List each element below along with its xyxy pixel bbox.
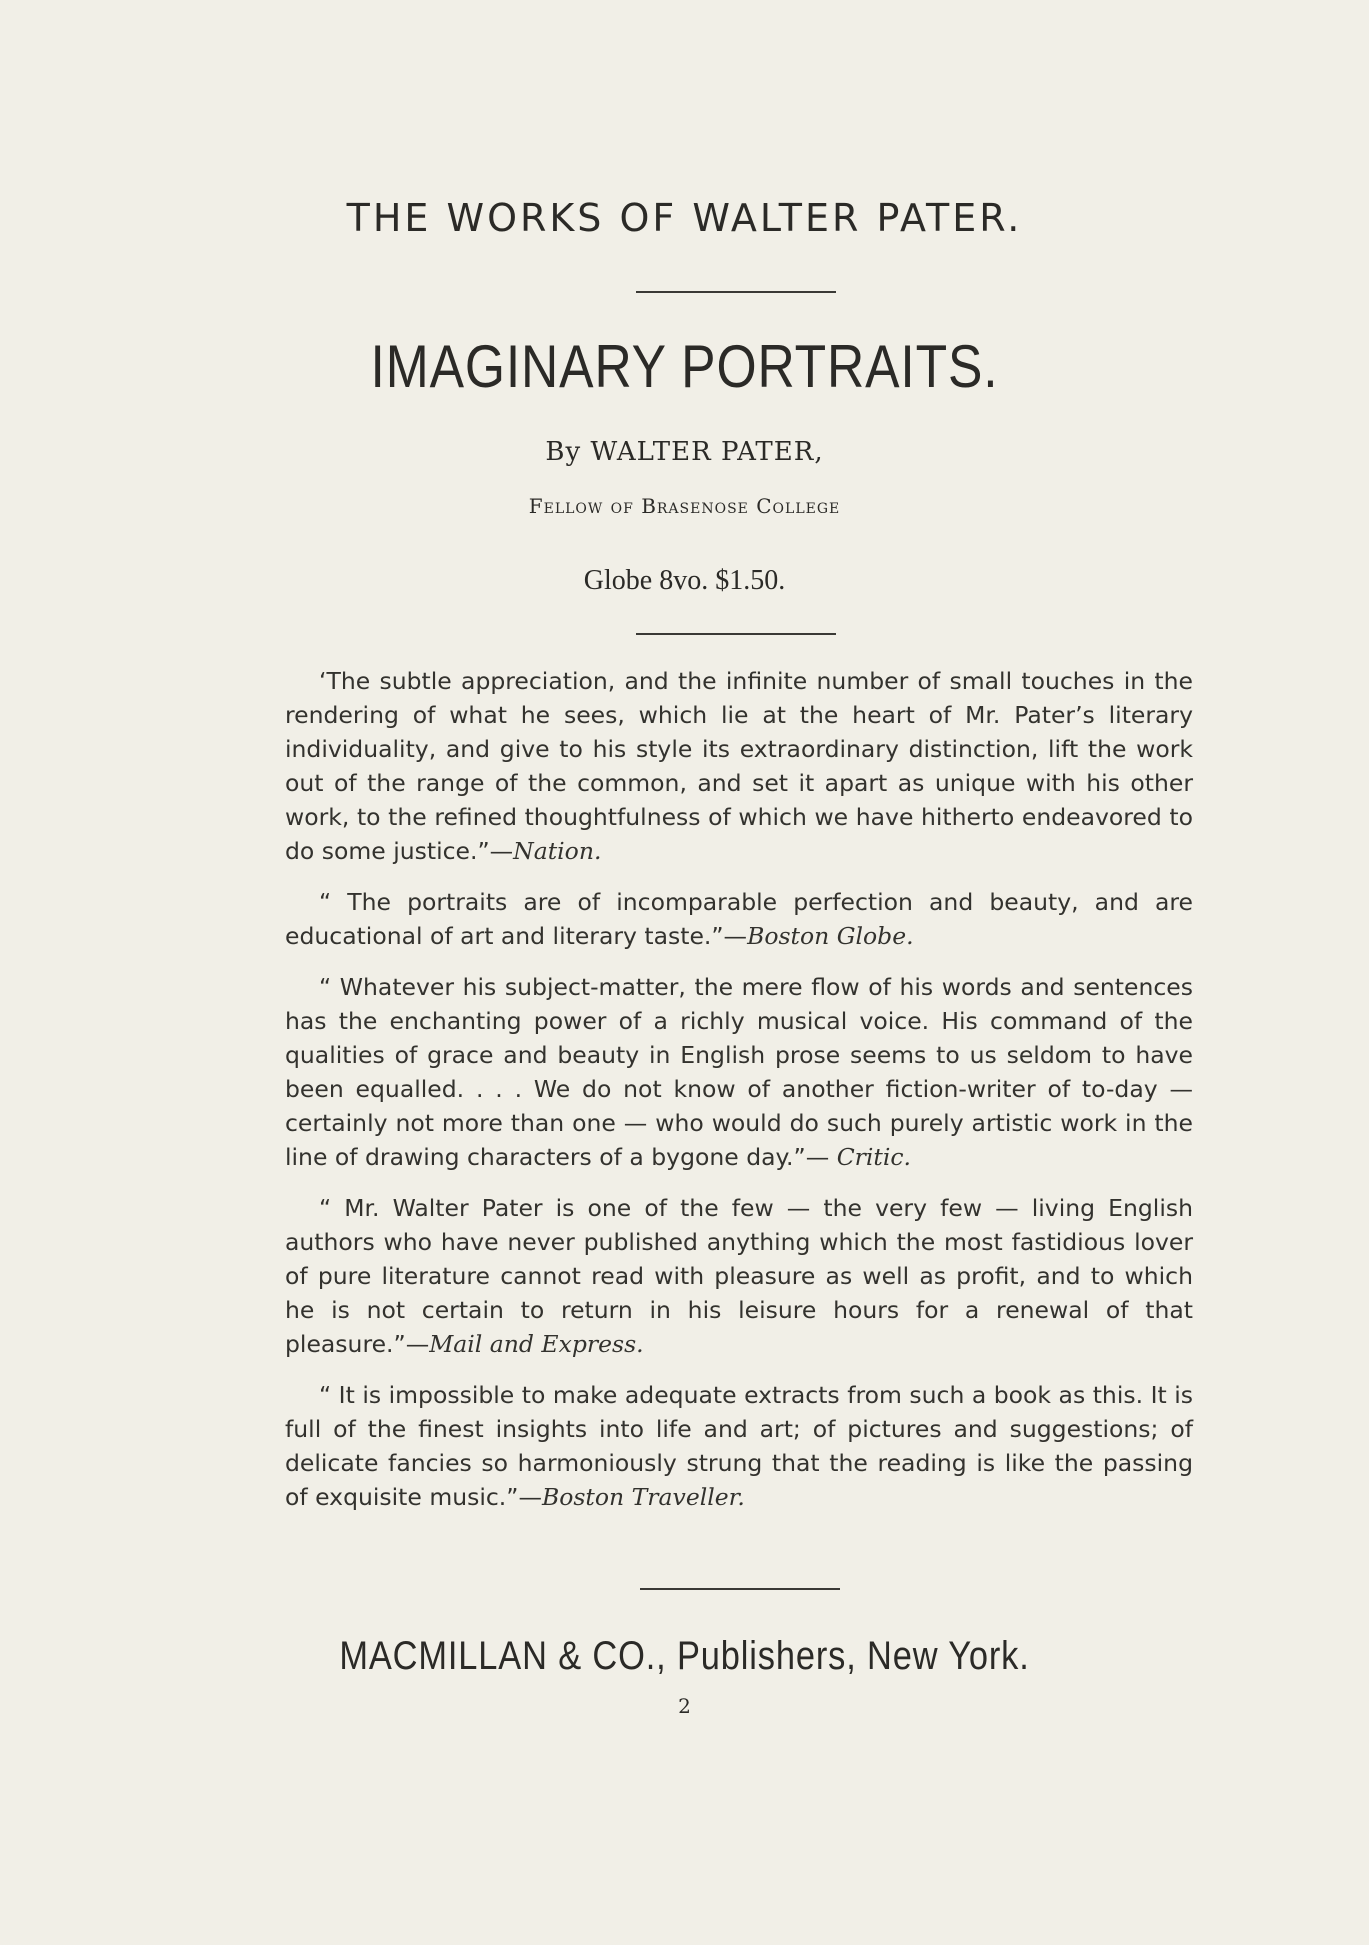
review-quote [285,664,1193,868]
title-divider [636,291,836,293]
review-source: Boston Globe. [747,922,914,950]
review-quote [285,1378,1193,1514]
publisher-imprint: MACMILLAN & CO., Publishers, New York. [339,1634,1030,1678]
page-number: 2 [678,1694,691,1718]
review-quote [285,1191,1193,1361]
review-text: “ The portraits are of incomparable perfection and beauty, and are educational of art and literary taste.”— [285,888,1193,950]
series-title: THE WORKS OF WALTER PATER. [346,196,1023,240]
review-source: Nation. [513,837,602,865]
review-text: ‘The subtle appreciation, and the infinite number of small touches in the rendering of what he sees, which lie at the heart of Mr. Pater’s literary individuality, and give to his style its extraordinary distinction, lift the work out of the range of the common, and set it apart as unique with his other work, to the refined thoughtfulness of which we have hitherto endeavored to do some justice.”— [285,667,1193,865]
review-text: “ It is impossible to make adequate extracts from such a book as this. It is full of the finest insights into life and art; of pictures and suggestions; of delicate fancies so harmoniously strung that the reading is like the passing of exquisite music.”— [285,1381,1193,1511]
review-quote [285,970,1193,1174]
book-title: IMAGINARY PORTRAITS. [370,333,999,400]
review-text: “ Whatever his subject-matter, the mere flow of his words and sentences has the enchanting power of a richly musical voice. His command of the qualities of grace and beauty in English prose seems to us seldom to have been equalled. . . . We do not know of another fiction-writer of to-day — certainly not more than one — who would do such purely artistic work in the line of drawing characters of a bygone day.”— [285,973,1193,1171]
author-byline: By WALTER PATER, [545,437,824,467]
price-divider [636,633,836,635]
review-quotes [285,664,1193,1531]
author-affiliation: Fellow of Brasenose College [528,494,841,518]
review-source: Mail and Express. [429,1330,644,1358]
review-text: “ Mr. Walter Pater is one of the few — the very few — living English authors who have never published anything which the most fastidious lover of pure literature cannot read with pleasure as well as profit, and to which he is not certain to return in his leisure hours for a renewal of that pleasure.”— [285,1194,1193,1358]
review-source: Critic. [836,1143,912,1171]
publisher-divider [640,1588,840,1590]
review-source: Boston Traveller. [541,1483,745,1511]
format-price: Globe 8vo. $1.50. [583,565,786,596]
review-quote [285,885,1193,953]
